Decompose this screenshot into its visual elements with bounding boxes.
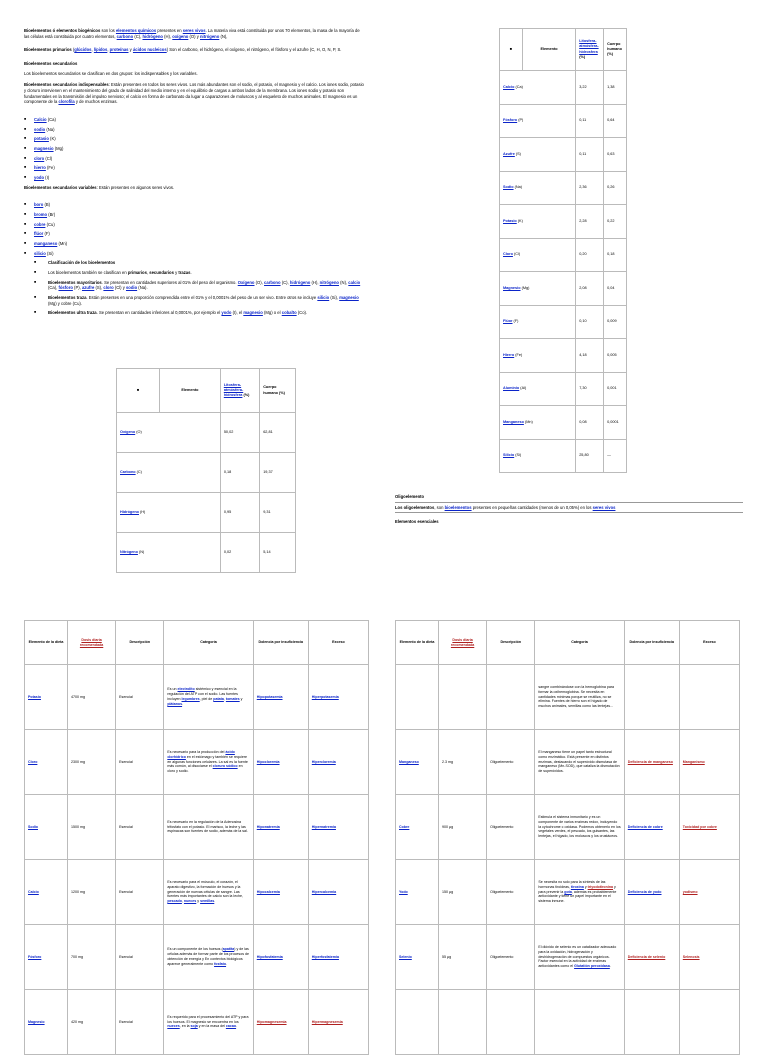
table-row <box>396 990 740 1055</box>
table-row: Cloro 2300 mg Esencial Es necesario para la producción del ácido clorhídrico en el estómago y también se requiere en algunas funciones celulares. La sal es la fuente más común, al disociarse el cloruro sódico en cloro y sodio. Hipocloremia Hipercloremia <box>25 730 369 795</box>
table-row: Calcio 1200 mg Esencial Es necesario para el músculo, el corazón, el aparato digestivo, la formación de huesos y la generación de nuevas células de sangre. Las fuentes más importantes de calcio son la leche, pescado, nueces y semillas. Hipocalcemia Hipercalcemia <box>25 860 369 925</box>
list-item: ■ potasio (K) <box>24 136 364 142</box>
document-page-2 <box>395 20 743 560</box>
table-row: Oxígeno (O) 50,02 62,81 <box>117 413 296 453</box>
indispensables-list <box>24 117 364 181</box>
list-item: ■ hierro (Fe) <box>24 165 364 171</box>
table-row: Aluminio (Al) 7,30 0,001 <box>500 372 627 406</box>
document-page-4 <box>395 620 740 1024</box>
list-item: ■ cloro (Cl) <box>24 156 364 162</box>
link[interactable]: oxígeno <box>172 33 189 39</box>
table-header-row: ■ Elemento Litosfera-atmósfera-hidrosfera (%) Cuerpo humano (%) <box>117 369 296 413</box>
variables-paragraph: Bioelementos secundarios variables: Están presentes en algunos seres vivos. <box>24 184 175 190</box>
list-item: ■ yodo (I) <box>24 175 364 181</box>
document-page-3 <box>24 620 369 1029</box>
elements-table-1 <box>116 368 296 573</box>
list-item: ■ magnesio (Mg) <box>24 146 364 152</box>
table-row: Sodio 1500 mg Esencial Es necesario en la regulación de la Adenosina trifosfato con el potasio. El marisco, la leche y las espinacas son fuentes de sodio, además de la sal. Hiponatremia Hipernatremia <box>25 795 369 860</box>
indispensables-paragraph: Bioelementos secundarios indispensables: Están presentes en todos los seres vivos. Los más abundantes son el sodio, el potasio, el magnesio y el calcio. Los iones sodio, potasio y cloruro intervienen en el mantenimiento del grado de salinidad del medio interno y en el equilibrio de cargas a ambos lados de la membrana. Los iones sodio y potasio son fundamentales en la transmisión del impulso nervioso; el calcio en forma de carbonato da lugar a caparazones de moluscos y al esqueleto de muchos animales. El magnesio es un componente de la clorofila y de muchos enzimas. <box>24 82 364 105</box>
link[interactable]: glúcidos <box>74 47 92 53</box>
link[interactable]: proteínas <box>109 47 129 53</box>
list-item: ■ sodio (Na) <box>24 127 364 133</box>
table-row: Calcio (Ca) 3,22 1,38 <box>500 71 627 105</box>
table-row: Fósforo 700 mg Esencial Es un componente de los huesos (apatita) y de las células además de formar parte de los procesos de obtención de energía y En contextos biológicos aparece generalmente como fosfato. Hipofosfatemia Hiperfosfatemia <box>25 925 369 990</box>
list-item: ■ flúor (F) <box>24 231 364 237</box>
link[interactable]: carbono <box>116 33 134 39</box>
list-item: ■ cobre (Cu) <box>24 222 364 228</box>
list-item: ■ Bioelementos traza. Están presentes en una proporción comprendida entre el 01% y el 0,0001% del peso de un ser vivo. Entre otros se incluye silicio (Si), magnesio (Mg) y cobre (Cu). <box>34 295 364 306</box>
list-item: ■ Bioelementos mayoritarios. Se presentan en cantidades superiores al 01% del peso del organismo. Oxígeno (O), carbono (C), hidrógeno (H), nitrógeno (N), calcio (Ca), fósforo (P), azufre (S), cloro (Cl) y sodio (Na). <box>34 280 364 291</box>
table-row: Yodo 150 µg Oligoelemento Se necesita no solo para la síntesis de las hormonas tiroideas, tiroxina y triyodotironina y para prevenir la gota, además es probablemente antioxidante y tiene un papel importante en el sistema inmune. Deficiencia de yodo yodismo <box>396 860 740 925</box>
primarios-paragraph: Bioelementos primarios (glúcidos, lípidos, proteínas y ácidos nucleicos) Son el carbono, el hidrógeno, el oxígeno, el nitrógeno, el fósforo y el azufre (C, H, O, N, P, S. <box>24 47 342 53</box>
table-row: Magnesio 420 mg Esencial Es requerido para el procesamiento del ATP y para los huesos. El magnesio se encuentra en los nueces, en la soja y en la masa del cacao. Hipomagnesemia Hipermagnesemia <box>25 990 369 1055</box>
table-row: Silicio (Si) 25,80 — <box>500 439 627 473</box>
list-item: ■ Clasificación de los bioelementos <box>34 260 364 266</box>
link[interactable]: clorofila <box>58 99 75 105</box>
elements-table-2 <box>499 28 627 473</box>
link[interactable]: ácidos nucleicos <box>132 47 167 53</box>
section-title: Bioelementos secundarios <box>24 61 78 67</box>
section-title: Oligoelemento <box>395 494 743 503</box>
table-header-row: ■ Elemento Litosfera-atmósfera-hidrosfera (%) Cuerpo humano (%) <box>500 29 627 71</box>
table-row: Nitrógeno (N) 0,02 5,14 <box>117 533 296 573</box>
table-row: Magnesio (Mg) 2,08 0,04 <box>500 272 627 306</box>
list-item: ■ manganeso (Mn) <box>24 241 364 247</box>
table-header-row: Elemento de la dieta Dosis diaria recomendada Descripción Categoría Dolencia por insuficiencia Exceso <box>25 621 369 665</box>
table-row: Selenio 55 µg Oligoelemento El dióxido de selenio es un catalizador adecuado para la oxidación, hidrogenación y deshidrogenación de compuestos orgánicos. Factor esencial en la actividad de enzimas antioxidantes como el Glutatión peroxidasa. Deficiencia de selenio Selenosis <box>396 925 740 990</box>
link[interactable]: seres vivos <box>182 28 206 33</box>
document-page-1 <box>24 20 364 560</box>
variables-list <box>24 202 364 316</box>
table-row: Cobre 900 µg Oligoelemento Estimula el sistema inmunitario y es un componente de varios enzimas redox, incluyendo la cytochrome c oxidasa. Podemos obtenerlo en los vegetales verdes, el pescado, los guisantes, las lentejas, el hígado, los moluscos y los crustáceos. Deficiencia de cobre Toxicidad por cobre <box>396 795 740 860</box>
table-row: Flúor (F) 0,10 0,009 <box>500 305 627 339</box>
table-row: Hidrógeno (H) 0,95 9,31 <box>117 493 296 533</box>
dieta-table-2 <box>395 620 740 1055</box>
table-row: Hierro (Fe) 4,18 0,005 <box>500 339 627 373</box>
list-item: ■ Los bioelementos también se clasifican en primarios, secundarios y trazas. <box>34 270 364 276</box>
clasificacion-list <box>34 260 364 316</box>
term: Bioelementos ó elementos biogénicos <box>24 28 101 33</box>
intro-paragraph: Bioelementos ó elementos biogénicos son los elementos químicos presentes en seres vivos. La materia viva está constituida por unos 70 elementos, la masa de la mayoría de las células está constituida por cuatro elementos, carbono (C), hidrógeno (H), oxígeno (O) y nitrógeno (N), <box>24 28 360 39</box>
table-row: Potasio 4700 mg Esencial Es un electrolito sistémico y esencial en la regulación del ATP con el sodio. Las fuentes incluyen legumbres, piel de patata, tomates y plátanos. Hipopotasemia Hiperpotasemia <box>25 665 369 730</box>
oligo-paragraph: Los oligoelementos, son bioelementos presentes en pequeñas cantidades (menos de un 0,05%) en los seres vivos <box>395 505 743 514</box>
table-row: Carbono (C) 0,18 19,37 <box>117 453 296 493</box>
table-row: Manganeso 2.3 mg Oligoelemento El manganeso tiene un papel tanto estructural como enzimático. Está presente en distintos enzimas, destacando el superóxido dismutasa de manganeso (Mn-SOD), que cataliza la dismutación de superóxidos. Deficiencia de manganeso Manganismo <box>396 730 740 795</box>
link[interactable]: lípidos <box>93 47 108 53</box>
table-row: Fósforo (P) 0,11 0,64 <box>500 104 627 138</box>
table-header-row: Elemento de la dieta Dosis diaria recomendada Descripción Categoría Dolencia por insuficiencia Exceso <box>396 621 740 665</box>
table-row: Azufre (S) 0,11 0,63 <box>500 138 627 172</box>
link[interactable]: hidrógeno <box>142 33 163 39</box>
list-item: ■ bromo (Br) <box>24 212 364 218</box>
paragraph: Los bioelementos secundarios se clasifican en dos grupos: los indispensables y los variables. <box>24 70 198 76</box>
section-title: Elementos esenciales <box>395 519 439 525</box>
link[interactable]: elementos químicos <box>115 28 157 33</box>
table-row: Manganeso (Mn) 0,08 0,0001 <box>500 406 627 440</box>
table-row: Sodio (Na) 2,36 0,26 <box>500 171 627 205</box>
table-row: Cloro (Cl) 0,20 0,18 <box>500 238 627 272</box>
list-item: ■ boro (B) <box>24 202 364 208</box>
list-item: ■ Bioelementos ultra traza. Se presentan en cantidades inferiores al 0,0001%, por ejemplo el yodo (I), el magnesio (Mg) o el cobalto (Co). <box>34 310 364 316</box>
link[interactable]: nitrógeno <box>199 33 220 39</box>
list-item: ■ Calcio (Ca) <box>24 117 364 123</box>
oligoelemento-section <box>395 494 743 529</box>
table-row: sangre combinándose con la hemoglobina para formar la oxihemoglobina. Se necesita en cantidades mínimas porque se reutiliza, no se elimina. Fuentes de hierro son el hígado de muchos animales, semillas como las lentejas... <box>396 665 740 730</box>
list-item: ■ silicio (Si) ■ Clasificación de los bioelementos ■ Los bioelementos también se clasifican en primarios, secundarios y trazas. ■ Bioelementos mayoritarios. Se presentan en cantidades superiores al 01% del peso del organismo. Oxígeno (O), carbono (C), hidrógeno (H), nitrógeno (N), calcio (Ca), fósforo (P), azufre (S), cloro (Cl) y sodio (Na). ■ Bioelementos traza. Están presentes en una proporción comprendida entre el 01% y el 0,0001% del peso de un ser vivo. Entre otros se incluye silicio (Si), magnesio (Mg) y cobre (Cu). ■ Bioelementos ultra traza. Se presentan en cantidades inferiores al 0,0001%, por ejemplo el yodo (I), el magnesio (Mg) o el cobalto (Co). <box>24 251 364 316</box>
dieta-table-1 <box>24 620 369 1055</box>
table-row: Potasio (K) 2,28 0,22 <box>500 205 627 239</box>
